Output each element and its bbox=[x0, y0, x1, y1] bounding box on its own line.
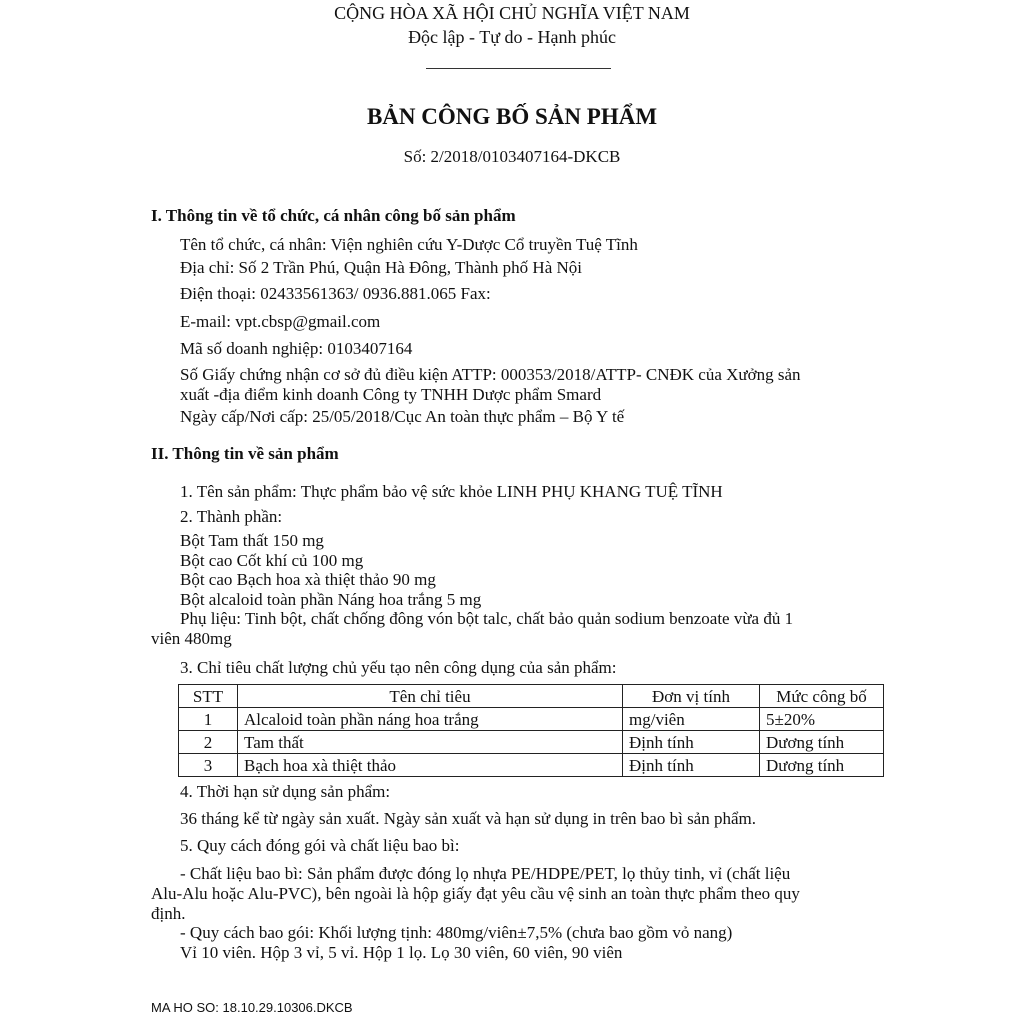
table-cell: 2 bbox=[179, 731, 238, 754]
document-title: BẢN CÔNG BỐ SẢN PHẨM bbox=[366, 104, 658, 129]
ingredients-heading: 2. Thành phần: bbox=[180, 507, 283, 526]
national-motto: Độc lập - Tự do - Hạnh phúc bbox=[408, 27, 616, 47]
table-cell: Định tính bbox=[623, 731, 760, 754]
packaging-material-line-3: định. bbox=[151, 904, 186, 923]
org-phone: Điện thoại: 02433561363/ 0936.881.065 Fax: bbox=[180, 284, 491, 303]
table-row bbox=[179, 708, 884, 731]
packaging-units: Vỉ 10 viên. Hộp 3 vỉ, 5 vỉ. Hộp 1 lọ. Lọ 30 viên, 60 viên, 90 viên bbox=[180, 943, 623, 962]
header-divider bbox=[426, 68, 611, 69]
table-header-row bbox=[179, 685, 884, 708]
quality-table bbox=[178, 684, 884, 777]
table-cell: Bạch hoa xà thiệt thảo bbox=[238, 754, 623, 777]
document-number: Số: 2/2018/0103407164-DKCB bbox=[403, 147, 621, 166]
table-header-cell: STT bbox=[179, 685, 238, 708]
table-cell: 1 bbox=[179, 708, 238, 731]
table-row bbox=[179, 754, 884, 777]
excipients-line-1: Phụ liệu: Tinh bột, chất chống đông vón bột talc, chất bảo quản sodium benzoate vừa đủ 1 bbox=[180, 609, 794, 628]
ingredient-item: Bột cao Cốt khí củ 100 mg bbox=[180, 551, 364, 570]
table-row bbox=[179, 731, 884, 754]
excipients-line-2: viên 480mg bbox=[151, 629, 232, 648]
certificate-line-1: Số Giấy chứng nhận cơ sở đủ điều kiện ATTP: 000353/2018/ATTP- CNĐK của Xưởng sản bbox=[180, 365, 801, 384]
table-cell: Định tính bbox=[623, 754, 760, 777]
packaging-material-line-2: Alu-Alu hoặc Alu-PVC), bên ngoài là hộp giấy đạt yêu cầu vệ sinh an toàn thực phẩm theo quy bbox=[151, 884, 800, 903]
shelf-life-heading: 4. Thời hạn sử dụng sản phẩm: bbox=[180, 782, 391, 801]
table-cell: 5±20% bbox=[760, 708, 884, 731]
section-2-heading: II. Thông tin về sản phẩm bbox=[151, 444, 339, 463]
packaging-spec: - Quy cách bao gói: Khối lượng tịnh: 480mg/viên±7,5% (chưa bao gồm vỏ nang) bbox=[180, 923, 733, 942]
table-cell: Tam thất bbox=[238, 731, 623, 754]
table-header-cell: Mức công bố bbox=[760, 685, 884, 708]
table-cell: Dương tính bbox=[760, 754, 884, 777]
national-title: CỘNG HÒA XÃ HỘI CHỦ NGHĨA VIỆT NAM bbox=[334, 3, 690, 23]
table-header-cell: Tên chỉ tiêu bbox=[238, 685, 623, 708]
table-cell: mg/viên bbox=[623, 708, 760, 731]
org-name: Tên tổ chức, cá nhân: Viện nghiên cứu Y-Dược Cổ truyền Tuệ Tĩnh bbox=[180, 235, 638, 254]
org-address: Địa chỉ: Số 2 Trần Phú, Quận Hà Đông, Thành phố Hà Nội bbox=[180, 258, 582, 277]
business-code: Mã số doanh nghiệp: 0103407164 bbox=[180, 339, 413, 358]
shelf-life-text: 36 tháng kể từ ngày sản xuất. Ngày sản xuất và hạn sử dụng in trên bao bì sản phẩm. bbox=[180, 809, 756, 828]
ingredient-item: Bột cao Bạch hoa xà thiệt thảo 90 mg bbox=[180, 570, 436, 589]
table-cell: Alcaloid toàn phần náng hoa trắng bbox=[238, 708, 623, 731]
packaging-heading: 5. Quy cách đóng gói và chất liệu bao bì: bbox=[180, 836, 460, 855]
quality-heading: 3. Chỉ tiêu chất lượng chủ yếu tạo nên công dụng của sản phẩm: bbox=[180, 658, 617, 677]
file-code: MA HO SO: 18.10.29.10306.DKCB bbox=[151, 1000, 353, 1015]
section-1-heading: I. Thông tin về tổ chức, cá nhân công bố sản phẩm bbox=[151, 206, 516, 225]
ingredient-item: Bột alcaloid toàn phần Náng hoa trắng 5 mg bbox=[180, 590, 482, 609]
packaging-material-line-1: - Chất liệu bao bì: Sản phẩm được đóng lọ nhựa PE/HDPE/PET, lọ thủy tinh, vỉ (chất liệu bbox=[180, 864, 791, 883]
ingredient-item: Bột Tam thất 150 mg bbox=[180, 531, 324, 550]
certificate-line-2: xuất -địa điểm kinh doanh Công ty TNHH Dược phẩm Smard bbox=[180, 385, 602, 404]
product-name: 1. Tên sản phẩm: Thực phẩm bảo vệ sức khỏe LINH PHỤ KHANG TUỆ TĨNH bbox=[180, 482, 723, 501]
table-cell: Dương tính bbox=[760, 731, 884, 754]
org-email: E-mail: vpt.cbsp@gmail.com bbox=[180, 312, 381, 331]
table-header-cell: Đơn vị tính bbox=[623, 685, 760, 708]
issue-info: Ngày cấp/Nơi cấp: 25/05/2018/Cục An toàn thực phẩm – Bộ Y tế bbox=[180, 407, 625, 426]
table-cell: 3 bbox=[179, 754, 238, 777]
